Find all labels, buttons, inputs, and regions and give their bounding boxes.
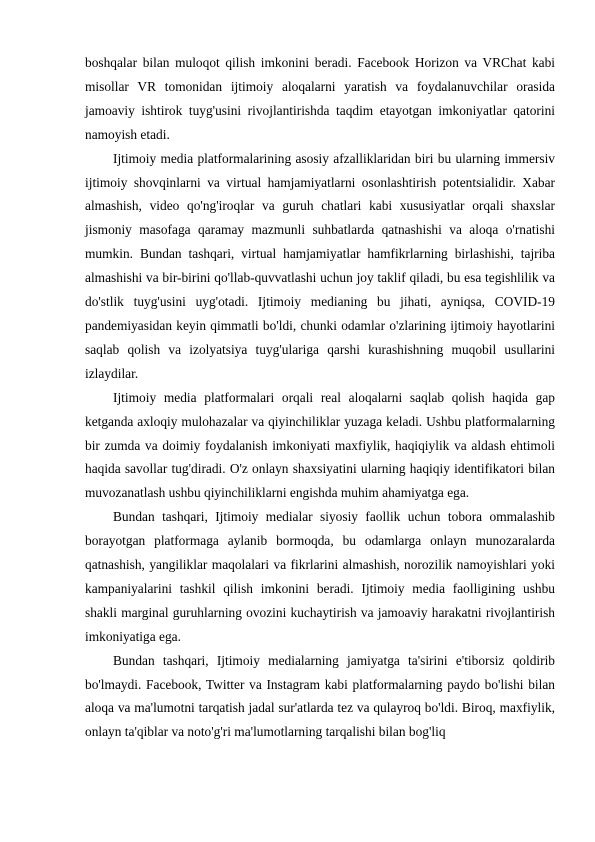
paragraph-1: boshqalar bilan muloqot qilish imkonini beradi. Facebook Horizon va VRChat kabi misollar VR tomonidan ijtimoiy aloqalarni yaratish va foydalanuvchilar orasida jamoaviy ishtirok tuyg'usini rivojlantirishda taqdim etayotgan imkoniyatlar qatorini namoyish etadi. <box>85 55 555 142</box>
document-page <box>85 51 555 744</box>
paragraph-3: Ijtimoiy media platformalari orqali real aloqalarni saqlab qolish haqida gap ketganda axloqiy mulohazalar va qiyinchiliklar yuzaga keladi. Ushbu platformalarning bir zumda va doimiy foydalanish imkoniyati maxfiylik, haqiqiylik va aldash ehtimoli haqida savollar tug'diradi. O'z onlayn shaxsiyatini ularning haqiqiy identifikatori bilan muvozanatlash ushbu qiyinchiliklarni engishda muhim ahamiyatga ega. <box>85 389 555 501</box>
paragraph-4: Bundan tashqari, Ijtimoiy medialar siyosiy faollik uchun tobora ommalashib borayotgan platformaga aylanib bormoqda, bu odamlarga onlayn munozaralarda qatnashish, yangiliklar maqolalari va fikrlarini almashish, norozilik namoyishlari yoki kampaniyalarini tashkil qilish imkonini beradi. Ijtimoiy media faolligining ushbu shakli marginal guruhlarning ovozini kuchaytirish va jamoaviy harakatni rivojlantirish imkoniyatiga ega. <box>85 509 555 644</box>
paragraph-2: Ijtimoiy media platformalarining asosiy afzalliklaridan biri bu ularning immersiv ijtimoiy shovqinlarni va virtual hamjamiyatlarni osonlashtirish potentsialidir. Xabar almashish, video qo'ng'iroqlar va guruh chatlari kabi xususiyatlar orqali shaxslar jismoniy masofaga qaramay mazmunli suhbatlarda qatnashishi va aloqa o'rnatishi mumkin. Bundan tashqari, virtual hamjamiyatlar hamfikrlarning birlashishi, tajriba almashishi va bir-birini qo'llab-quvvatlashi uchun joy taklif qiladi, bu esa tegishlilik va do'stlik tuyg'usini uyg'otadi. Ijtimoiy medianing bu jihati, ayniqsa, COVID-19 pandemiyasidan keyin qimmatli bo'ldi, chunki odamlar o'zlarining ijtimoiy hayotlarini saqlab qolish va izolyatsiya tuyg'ulariga qarshi kurashishning muqobil usullarini izlaydilar. <box>85 150 555 381</box>
paragraph-5: Bundan tashqari, Ijtimoiy medialarning jamiyatga ta'sirini e'tiborsiz qoldirib bo'lmaydi. Facebook, Twitter va Instagram kabi platformalarning paydo bo'lishi bilan aloqa va ma'lumotni tarqatish jadal sur'atlarda tez va qulayroq bo'ldi. Biroq, maxfiylik, onlayn ta'qiblar va noto'g'ri ma'lumotlarning tarqalishi bilan bog'liq <box>85 652 555 740</box>
